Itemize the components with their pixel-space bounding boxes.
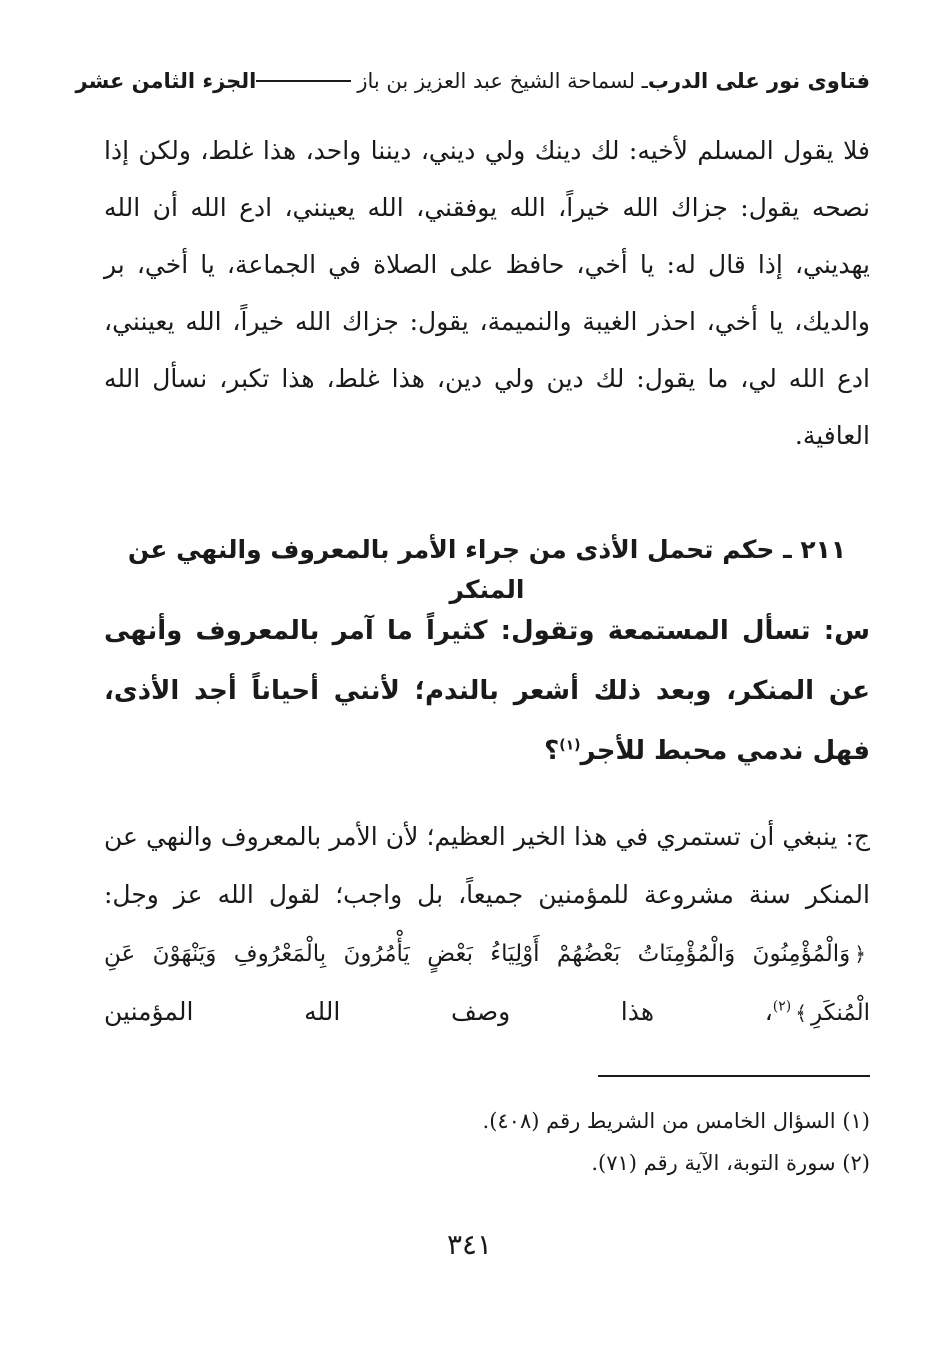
question-end-mark: ؟ xyxy=(544,736,560,766)
answer-paragraph xyxy=(104,808,870,1042)
footnote-separator xyxy=(598,1075,870,1077)
footnote-ref: (١) xyxy=(559,737,581,754)
header-rule xyxy=(256,80,351,82)
page-number: ٣٤١ xyxy=(446,1228,493,1261)
quran-close-ornament: ﴾ xyxy=(795,1001,807,1025)
footnotes xyxy=(104,1100,870,1184)
question-paragraph xyxy=(104,601,870,781)
book-title: فتاوى نور على الدرب xyxy=(647,69,870,93)
answer-text-after: ، هذا وصف الله المؤمنين xyxy=(104,997,773,1026)
footnote-ref: (٢) xyxy=(772,998,792,1015)
author-line xyxy=(256,69,647,93)
quran-verse: وَالْمُؤْمِنُونَ وَالْمُؤْمِنَاتُ بَعْضُهُمْ أَوْلِيَاءُ بَعْضٍ يَأْمُرُونَ بِالْمَعْرُوفِ وَيَنْهَوْنَ عَنِ الْمُنكَرِ xyxy=(104,941,870,1026)
footnote: (١) السؤال الخامس من الشريط رقم (٤٠٨). xyxy=(482,1109,870,1133)
running-header xyxy=(75,66,870,96)
volume-label: الجزء الثامن عشر xyxy=(75,69,257,93)
quran-open-ornament: ﴿ xyxy=(854,942,866,966)
author-name: ـ لسماحة الشيخ عبد العزيز بن باز xyxy=(357,69,648,93)
footnote: (٢) سورة التوبة، الآية رقم (٧١). xyxy=(591,1151,870,1175)
question-text: س: تسأل المستمعة وتقول: كثيراً ما آمر بالمعروف وأنهى عن المنكر، وبعد ذلك أشعر بالندم؛ لأنني أحياناً أجد الأذى، فهل ندمي محبط للأجر xyxy=(104,616,870,766)
section-heading: ٢١١ ـ حكم تحمل الأذى من جراء الأمر بالمعروف والنهي عن المنكر xyxy=(127,535,847,604)
paragraph: فلا يقول المسلم لأخيه: لك دينك ولي ديني، ديننا واحد، هذا غلط، ولكن إذا نصحه يقول: جزاك الله خيراً، الله يوفقني، الله يعينني، ادع الله أن الله يهديني، إذا قال له: يا أخي، حافظ على الصلاة في الجماعة، يا أخي، بر والديك، يا أخي، احذر الغيبة والنميمة، يقول: جزاك الله خيراً، الله يعينني، ادع الله لي، ما يقول: لك دين ولي دين، هذا غلط، هذا تكبر، نسأل الله العافية. xyxy=(104,136,870,450)
answer-text: ج: ينبغي أن تستمري في هذا الخير العظيم؛ لأن الأمر بالمعروف والنهي عن المنكر سنة مشروعة للمؤمنين جميعاً، بل واجب؛ لقول الله عز وجل: xyxy=(104,822,870,909)
